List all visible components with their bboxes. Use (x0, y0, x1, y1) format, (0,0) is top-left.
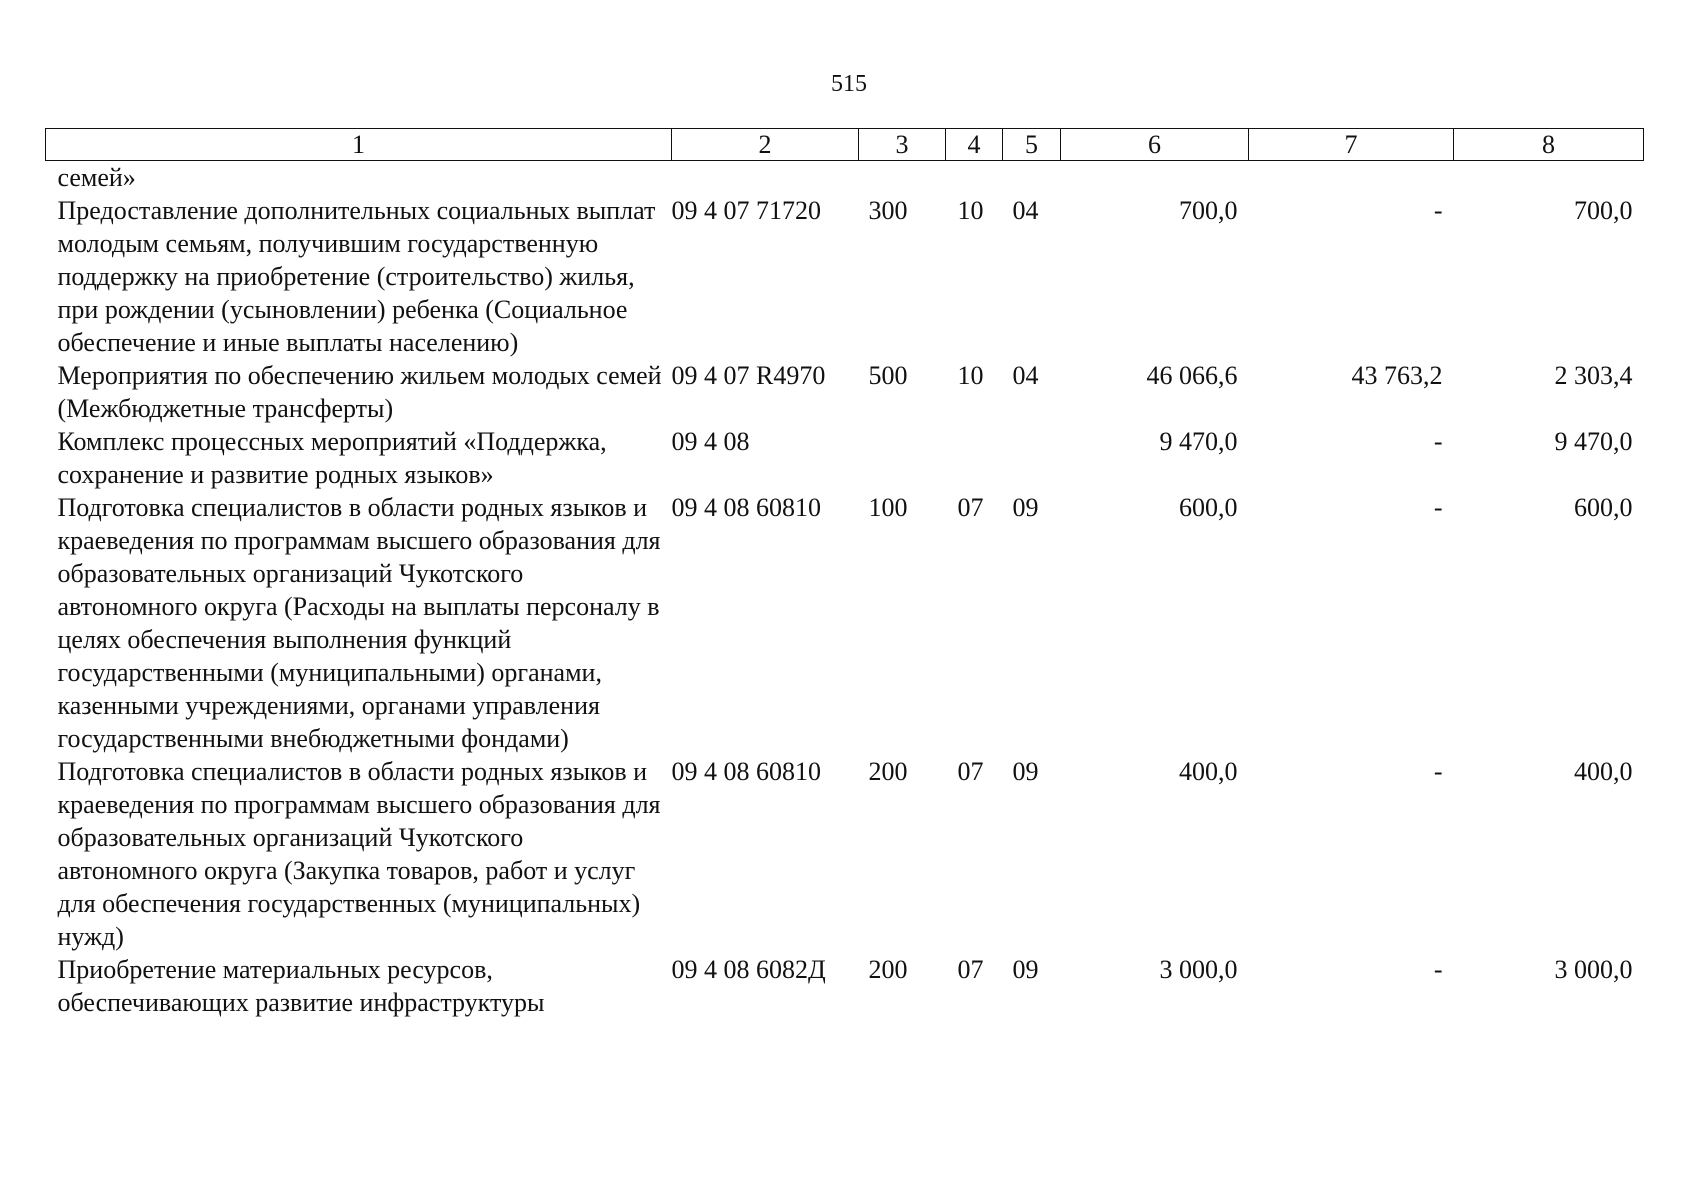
column-header-4: 4 (946, 129, 1003, 161)
row-total: 700,0 (1179, 196, 1238, 225)
table-row (46, 491, 1644, 755)
row-regional: 2 303,4 (1554, 361, 1633, 390)
column-header-5: 5 (1003, 129, 1061, 161)
row-target-code: 09 4 07 71720 (671, 196, 821, 225)
row-total: 3 000,0 (1159, 955, 1238, 984)
row-expense-type: 100 (868, 493, 908, 522)
row-name: Приобретение материальных ресурсов, обеспечивающих развитие инфраструктуры (57, 955, 545, 1017)
row-federal: - (1433, 493, 1443, 522)
row-federal: 43 763,2 (1351, 361, 1443, 390)
row-name: Мероприятия по обеспечению жильем молодых семей (Межбюджетные трансферты) (57, 361, 662, 423)
row-target-code: 09 4 08 60810 (671, 757, 821, 786)
table-row (46, 953, 1644, 1019)
row-expense-type (859, 161, 946, 195)
row-section: 10 (957, 361, 984, 390)
row-regional: 700,0 (1574, 196, 1633, 225)
table-row (46, 425, 1644, 491)
column-header-8: 8 (1454, 129, 1644, 161)
table-header (46, 129, 1644, 161)
row-regional: 9 470,0 (1554, 427, 1633, 456)
row-section: 07 (957, 493, 984, 522)
column-header-7: 7 (1249, 129, 1454, 161)
page-number: 515 (831, 71, 867, 97)
row-expense-type (859, 425, 946, 491)
row-subsection: 09 (1012, 493, 1039, 522)
row-section (946, 425, 1003, 491)
row-subsection (1003, 425, 1061, 491)
column-header-6: 6 (1061, 129, 1249, 161)
row-section (946, 161, 1003, 195)
table-row (46, 755, 1644, 953)
row-federal (1249, 161, 1454, 195)
table-body (46, 161, 1644, 1020)
column-header-2: 2 (672, 129, 859, 161)
row-total: 46 066,6 (1146, 361, 1238, 390)
row-total: 600,0 (1179, 493, 1238, 522)
row-expense-type: 300 (868, 196, 908, 225)
row-subsection: 04 (1012, 196, 1039, 225)
row-regional: 400,0 (1574, 757, 1633, 786)
row-total: 9 470,0 (1159, 427, 1238, 456)
row-subsection: 09 (1012, 955, 1039, 984)
row-regional (1454, 161, 1644, 195)
row-total: 400,0 (1179, 757, 1238, 786)
row-target-code: 09 4 08 6082Д (671, 955, 826, 984)
row-name: Предоставление дополнительных социальных выплат молодым семьям, получившим государственную поддержку на приобретение (строительство) жилья, при рождении (усыновлении) ребенка (Социальное обеспечение и иные выплаты населению) (57, 196, 656, 357)
table-row (46, 161, 1644, 195)
row-regional: 3 000,0 (1554, 955, 1633, 984)
row-federal: - (1433, 955, 1443, 984)
row-target-code: 09 4 08 (671, 427, 750, 456)
row-subsection (1003, 161, 1061, 195)
row-name: Подготовка специалистов в области родных языков и краеведения по программам высшего образования для образовательных организаций Чукотского автономного округа (Закупка товаров, работ и услуг для обеспечения государственных (муниципальных) нужд) (57, 757, 661, 951)
row-subsection: 04 (1012, 361, 1039, 390)
row-federal: - (1433, 427, 1443, 456)
row-name: семей» (57, 163, 136, 192)
row-federal: - (1433, 196, 1443, 225)
row-name: Подготовка специалистов в области родных языков и краеведения по программам высшего образования для образовательных организаций Чукотского автономного округа (Расходы на выплаты персоналу в целях обеспечения выполнения функций государственными (муниципальными) органами, казенными учреждениями, органами управления государственными внебюджетными фондами) (57, 493, 661, 753)
row-expense-type: 200 (868, 955, 908, 984)
row-name: Комплекс процессных мероприятий «Поддержка, сохранение и развитие родных языков» (57, 427, 607, 489)
column-header-1: 1 (46, 129, 672, 161)
row-target-code: 09 4 07 R4970 (671, 361, 826, 390)
row-section: 07 (957, 955, 984, 984)
row-expense-type: 500 (868, 361, 908, 390)
row-expense-type: 200 (868, 757, 908, 786)
table-row (46, 359, 1644, 425)
row-section: 10 (957, 196, 984, 225)
row-target-code: 09 4 08 60810 (671, 493, 821, 522)
column-header-3: 3 (859, 129, 946, 161)
row-total (1061, 161, 1249, 195)
row-subsection: 09 (1012, 757, 1039, 786)
row-federal: - (1433, 757, 1443, 786)
budget-table (45, 128, 1644, 1019)
table-row (46, 194, 1644, 359)
row-regional: 600,0 (1574, 493, 1633, 522)
row-target-code (672, 161, 859, 195)
header-row (46, 129, 1644, 161)
row-section: 07 (957, 757, 984, 786)
